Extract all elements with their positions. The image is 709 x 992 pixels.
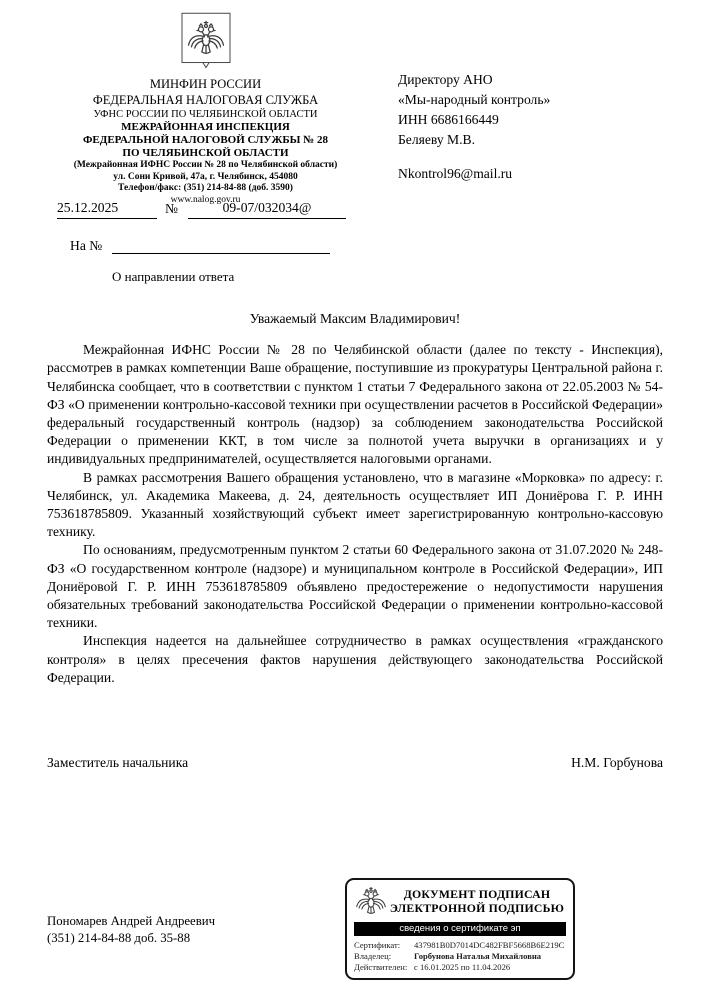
org-service: ФЕДЕРАЛЬНАЯ НАЛОГОВАЯ СЛУЖБА xyxy=(92,92,319,107)
stamp-certificate-bar: сведения о сертификате эп xyxy=(354,922,566,936)
letterhead xyxy=(38,12,373,206)
org-ministry: МИНФИН РОССИИ xyxy=(149,77,262,91)
recipient-email: Nkontrol96@mail.ru xyxy=(398,166,513,181)
salutation: Уважаемый Максим Владимирович! xyxy=(249,311,461,326)
stamp-header xyxy=(354,885,566,918)
outgoing-reference-row xyxy=(57,200,346,219)
org-regional-office: УФНС РОССИИ ПО ЧЕЛЯБИНСКОЙ ОБЛАСТИ xyxy=(93,109,318,120)
reply-number-blank-line xyxy=(112,236,330,254)
number-sign: № xyxy=(165,201,178,216)
recipient-inn: ИНН 6686166449 xyxy=(398,112,499,127)
recipient-org: «Мы-народный контроль» xyxy=(398,92,551,107)
recipient-name: Беляеву М.В. xyxy=(398,132,476,147)
org-short-name: (Межрайонная ИФНС России № 28 по Челябинской области) xyxy=(73,160,338,170)
recipient-block xyxy=(398,70,550,184)
signer-position: Заместитель начальника xyxy=(47,755,189,770)
letter-subject: О направлении ответа xyxy=(112,269,235,284)
paragraph: По основаниям, предусмотренным пунктом 2 статьи 60 Федерального закона от 31.07.2020 № 248-ФЗ «О государственном контроле (надзоре) и муниципальном контроле в Российской Федерации», ИП Дониёровой Г. Р. ИНН 753618785809 объявлено предостережение о недопустимости нарушения обязательных требований законодательства Российской Федерации о применении контрольно-кассовой техники. xyxy=(47,542,663,631)
org-inspection-3: ПО ЧЕЛЯБИНСКОЙ ОБЛАСТИ xyxy=(122,147,289,159)
certificate-label: Сертификат: xyxy=(354,940,401,950)
stamp-row-certificate xyxy=(354,940,566,951)
paragraph: Инспекция надеется на дальнейшее сотрудничество в рамках осуществления «гражданского контроля» в целях пресечения фактов нарушения действующего законодательства Российской Федерации. xyxy=(47,633,663,685)
org-inspection-1: МЕЖРАЙОННАЯ ИНСПЕКЦИЯ xyxy=(121,121,290,133)
letter-number: 09-07/032034@ xyxy=(188,200,346,219)
recipient-position: Директору АНО xyxy=(398,72,493,87)
electronic-signature-stamp xyxy=(345,878,575,980)
validity-value: с 16.01.2025 по 11.04.2026 xyxy=(414,962,511,972)
owner-label: Владелец: xyxy=(354,951,392,961)
stamp-row-owner xyxy=(354,951,566,962)
owner-value: Горбунова Наталья Михайловна xyxy=(414,951,542,961)
validity-label: Действителен: xyxy=(354,962,408,972)
letter-body xyxy=(47,310,663,687)
certificate-value: 437981B0D7014DC482FBF5668B6E219C xyxy=(414,940,565,950)
stamp-title-line2: ЭЛЕКТРОННОЙ ПОДПИСЬЮ xyxy=(389,900,565,915)
letter-date: 25.12.2025 xyxy=(57,200,157,219)
executor-block xyxy=(47,913,215,946)
stamp-certificate-details xyxy=(354,940,566,973)
coat-of-arms-icon xyxy=(38,12,373,72)
reply-reference-row xyxy=(70,236,330,254)
org-phone: Телефон/факс: (351) 214-84-88 (доб. 3590) xyxy=(118,183,293,193)
paragraph: В рамках рассмотрения Вашего обращения установлено, что в магазине «Морковка» по адресу: г. Челябинск, ул. Академика Макеева, д. 24, деятельность осуществляет ИП Дониёрова Г. Р. ИНН 753618785809. Указанный хозяйствующий субъект имеет зарегистрированную контрольно-кассовую технику. xyxy=(47,469,663,540)
org-address: ул. Сони Кривой, 47а, г. Челябинск, 454080 xyxy=(113,171,298,182)
stamp-eagle-icon xyxy=(354,885,388,918)
stamp-title xyxy=(388,888,566,915)
signature-row xyxy=(47,755,663,771)
stamp-row-validity xyxy=(354,962,566,973)
reply-to-label: На № xyxy=(70,238,103,253)
org-website: www.nalog.gov.ru xyxy=(170,194,241,205)
stamp-title-line1: ДОКУМЕНТ ПОДПИСАН xyxy=(403,887,551,901)
executor-phone: (351) 214-84-88 доб. 35-88 xyxy=(47,930,191,945)
signer-name: Н.М. Горбунова xyxy=(571,755,663,770)
org-inspection-2: ФЕДЕРАЛЬНОЙ НАЛОГОВОЙ СЛУЖБЫ № 28 xyxy=(82,134,328,146)
executor-name: Пономарев Андрей Андреевич xyxy=(47,914,216,928)
paragraph: Межрайонная ИФНС России № 28 по Челябинской области (далее по тексту - Инспекция), рассмотрев в рамках компетенции Ваше обращение, поступившие из прокуратуры Центральной района г. Челябинска сообщает, что в соответствии с пунктом 1 статьи 7 Федерального закона от 22.05.2003 № 54-ФЗ «О применении контрольно-кассовой техники при осуществлении расчетов в Российской Федерации» федеральный государственный контроль (надзор) за соблюдением законодательства Российской Федерации о применении ККТ, в том числе за полнотой учета выручки в организациях и у индивидуальных предпринимателей, осуществляется налоговыми органами. xyxy=(47,342,663,467)
